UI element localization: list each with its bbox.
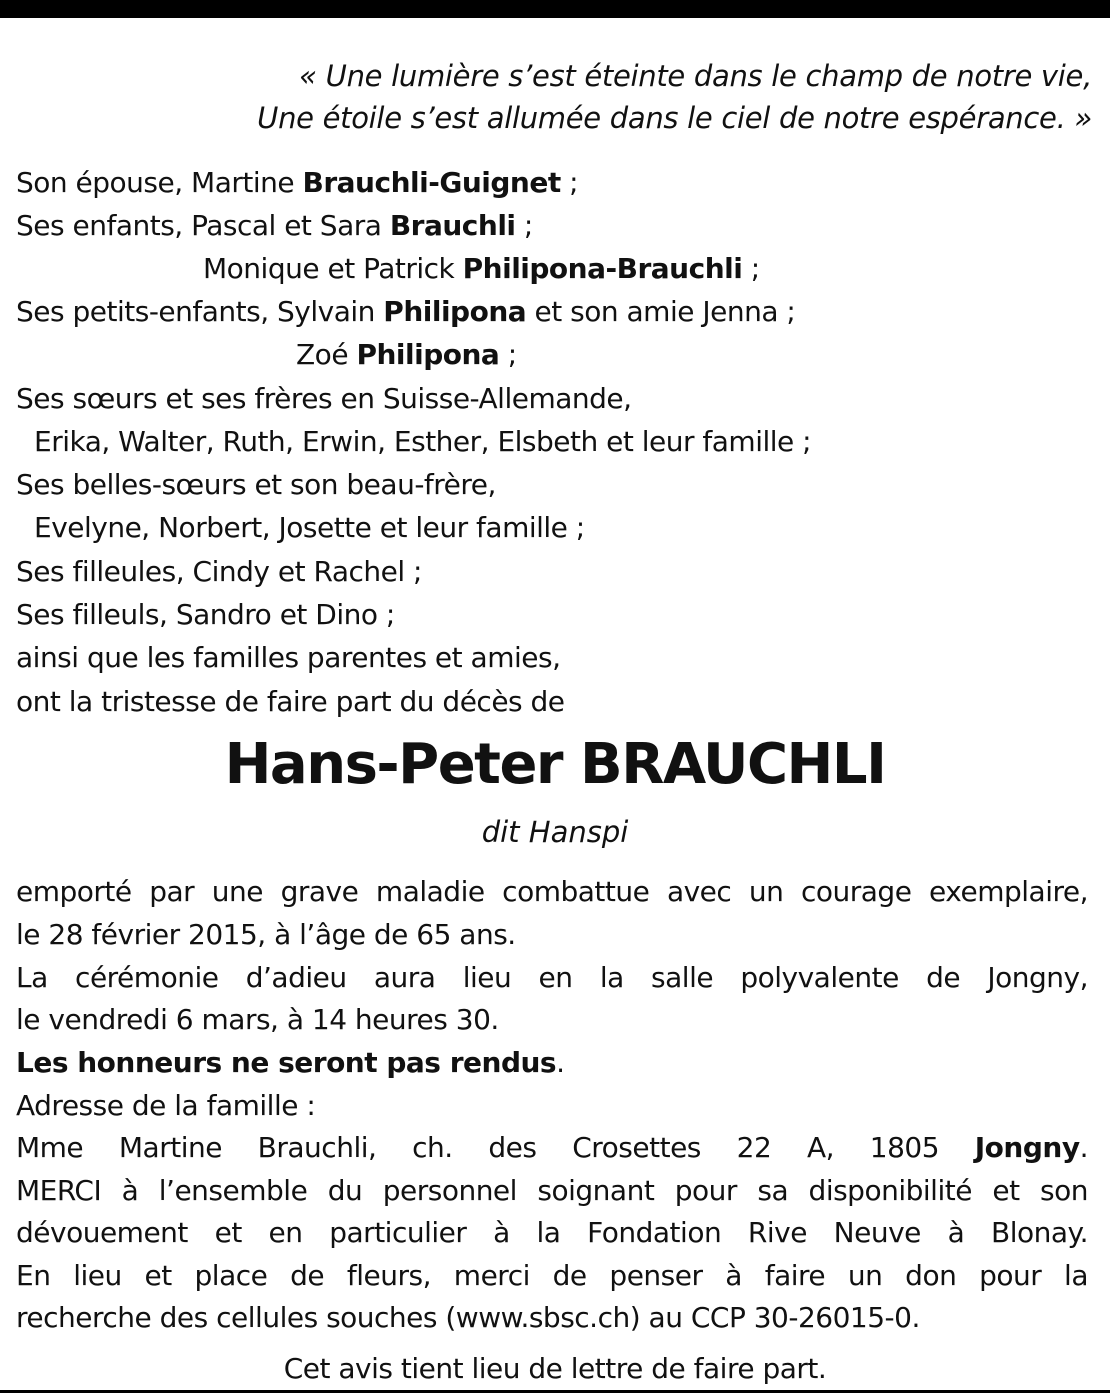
- family-line-children: Ses enfants, Pascal et Sara Brauchli ;: [16, 209, 533, 242]
- body-line-thanks-2: dévouement et en particulier à la Fondation Rive Neuve à Blonay.: [16, 1216, 1088, 1249]
- body-line-address-label: Adresse de la famille :: [16, 1089, 316, 1122]
- body-line-honors: Les honneurs ne seront pas rendus.: [16, 1046, 565, 1079]
- body-line-thanks-1: MERCI à l’ensemble du personnel soignant pour sa disponibilité et son: [16, 1174, 1088, 1207]
- deceased-name: Hans-Peter BRAUCHLI: [224, 732, 886, 797]
- family-line-spouse: Son épouse, Martine Brauchli-Guignet ;: [16, 166, 579, 199]
- body-line-1: emporté par une grave maladie combattue avec un courage exemplaire,: [16, 875, 1088, 908]
- quote-line-2: Une étoile s’est allumée dans le ciel de notre espérance. »: [257, 101, 1092, 135]
- family-line-siblings-names: Erika, Walter, Ruth, Erwin, Esther, Elsbeth et leur famille ;: [34, 425, 812, 458]
- family-line-children-2: Monique et Patrick Philipona-Brauchli ;: [203, 252, 760, 285]
- footer-note: Cet avis tient lieu de lettre de faire part.: [283, 1352, 827, 1385]
- family-line-siblings: Ses sœurs et ses frères en Suisse-Allemande,: [16, 382, 632, 415]
- body-line-donation-2: recherche des cellules souches (www.sbsc.ch) au CCP 30-26015-0.: [16, 1301, 920, 1334]
- top-border: [0, 0, 1110, 18]
- family-line-godsons: Ses filleuls, Sandro et Dino ;: [16, 598, 395, 631]
- family-line-announcement: ont la tristesse de faire part du décès de: [16, 685, 565, 718]
- body-line-2: le 28 février 2015, à l’âge de 65 ans.: [16, 918, 516, 951]
- family-line-grandchildren-2: Zoé Philipona ;: [296, 338, 517, 371]
- bottom-border: [0, 1390, 1110, 1393]
- family-line-relatives: ainsi que les familles parentes et amies,: [16, 641, 561, 674]
- family-line-goddaughters: Ses filleules, Cindy et Rachel ;: [16, 555, 422, 588]
- family-line-in-laws: Ses belles-sœurs et son beau-frère,: [16, 468, 496, 501]
- family-line-grandchildren: Ses petits-enfants, Sylvain Philipona et son amie Jenna ;: [16, 295, 796, 328]
- family-line-in-laws-names: Evelyne, Norbert, Josette et leur famille ;: [34, 511, 585, 544]
- body-line-address: Mme Martine Brauchli, ch. des Crosettes 22 A, 1805 Jongny.: [16, 1131, 1088, 1164]
- body-line-3: La cérémonie d’adieu aura lieu en la salle polyvalente de Jongny,: [16, 961, 1088, 994]
- deceased-nickname: dit Hanspi: [481, 815, 629, 849]
- quote-line-1: « Une lumière s’est éteinte dans le champ de notre vie,: [299, 59, 1092, 93]
- body-line-4: le vendredi 6 mars, à 14 heures 30.: [16, 1003, 499, 1036]
- body-line-donation-1: En lieu et place de fleurs, merci de penser à faire un don pour la: [16, 1259, 1088, 1292]
